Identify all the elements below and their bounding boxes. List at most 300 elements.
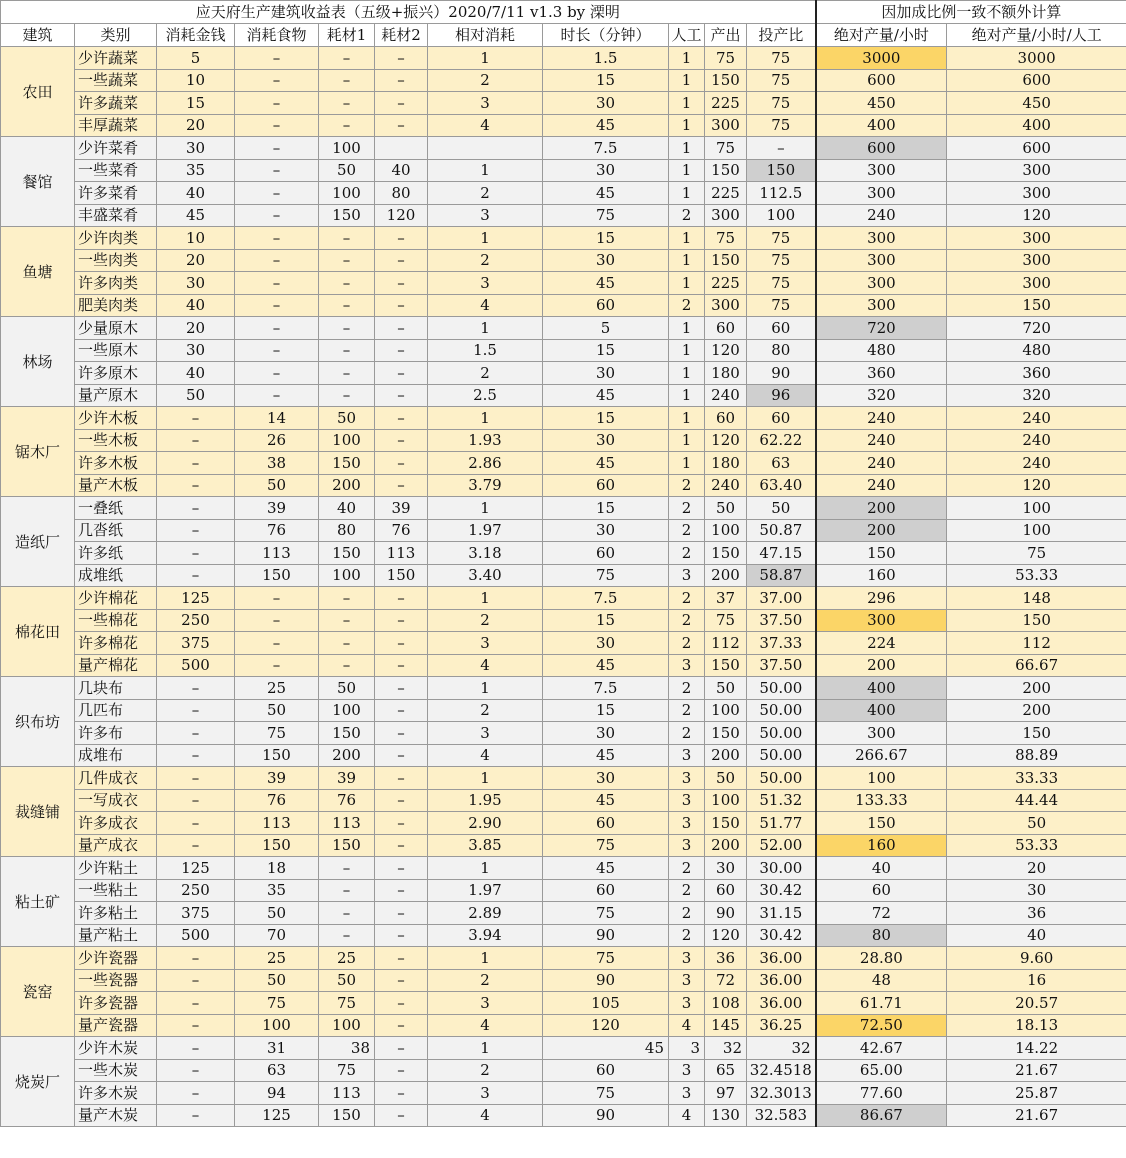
data-cell[interactable]: 75	[747, 47, 816, 70]
data-cell[interactable]: 3	[428, 92, 543, 115]
data-cell[interactable]: 148	[947, 587, 1126, 610]
category-cell[interactable]: 许多原木	[75, 362, 157, 385]
data-cell[interactable]: 150	[705, 159, 747, 182]
data-cell[interactable]: 4	[428, 1104, 543, 1127]
category-cell[interactable]: 一些木炭	[75, 1059, 157, 1082]
data-cell[interactable]: 108	[705, 992, 747, 1015]
data-cell[interactable]: 21.67	[947, 1104, 1126, 1127]
category-cell[interactable]: 许多木炭	[75, 1082, 157, 1105]
data-cell[interactable]: 3	[669, 812, 705, 835]
data-cell[interactable]: –	[319, 272, 375, 295]
data-cell[interactable]: 180	[705, 362, 747, 385]
data-cell[interactable]: 3	[428, 1082, 543, 1105]
data-cell[interactable]: 1	[669, 47, 705, 70]
data-cell[interactable]: 720	[947, 317, 1126, 340]
data-cell[interactable]: –	[157, 677, 235, 700]
data-cell[interactable]: 2	[428, 609, 543, 632]
data-cell[interactable]: 112	[705, 632, 747, 655]
data-cell[interactable]: 32.3013	[747, 1082, 816, 1105]
column-header[interactable]: 类别	[75, 24, 157, 47]
data-cell[interactable]: 2	[428, 249, 543, 272]
data-cell[interactable]: 80	[747, 339, 816, 362]
data-cell[interactable]: 30	[543, 249, 669, 272]
data-cell[interactable]: 75	[947, 542, 1126, 565]
data-cell[interactable]: 300	[947, 272, 1126, 295]
data-cell[interactable]: –	[235, 272, 319, 295]
data-cell[interactable]: 375	[157, 902, 235, 925]
data-cell[interactable]: 37	[705, 587, 747, 610]
category-cell[interactable]: 一些棉花	[75, 609, 157, 632]
data-cell[interactable]: 2	[669, 542, 705, 565]
data-cell[interactable]: 45	[543, 272, 669, 295]
data-cell[interactable]: 90	[543, 1104, 669, 1127]
data-cell[interactable]: 47.15	[747, 542, 816, 565]
building-name-cell[interactable]: 粘土矿	[1, 857, 75, 947]
data-cell[interactable]: 240	[947, 452, 1126, 475]
data-cell[interactable]: 1	[428, 227, 543, 250]
data-cell[interactable]: 300	[816, 249, 947, 272]
data-cell[interactable]: 150	[319, 542, 375, 565]
data-cell[interactable]: 113	[375, 542, 428, 565]
data-cell[interactable]: 300	[947, 249, 1126, 272]
data-cell[interactable]: 50	[705, 677, 747, 700]
data-cell[interactable]: 1	[428, 947, 543, 970]
data-cell[interactable]: –	[375, 654, 428, 677]
data-cell[interactable]: –	[375, 317, 428, 340]
data-cell[interactable]: 120	[705, 429, 747, 452]
data-cell[interactable]: 20	[157, 317, 235, 340]
data-cell[interactable]: 3	[669, 789, 705, 812]
category-cell[interactable]: 许多木板	[75, 452, 157, 475]
data-cell[interactable]: 150	[705, 249, 747, 272]
data-cell[interactable]: –	[319, 227, 375, 250]
data-cell[interactable]: 75	[543, 204, 669, 227]
data-cell[interactable]: 1	[669, 362, 705, 385]
data-cell[interactable]: –	[375, 294, 428, 317]
data-cell[interactable]: 76	[375, 519, 428, 542]
data-cell[interactable]: –	[157, 969, 235, 992]
data-cell[interactable]: –	[375, 272, 428, 295]
data-cell[interactable]: 66.67	[947, 654, 1126, 677]
data-cell[interactable]: –	[375, 114, 428, 137]
category-cell[interactable]: 许多粘土	[75, 902, 157, 925]
data-cell[interactable]: 200	[816, 519, 947, 542]
data-cell[interactable]: 112.5	[747, 182, 816, 205]
data-cell[interactable]: 300	[947, 159, 1126, 182]
data-cell[interactable]: 2	[669, 902, 705, 925]
data-cell[interactable]: 40	[157, 182, 235, 205]
data-cell[interactable]: 300	[816, 182, 947, 205]
data-cell[interactable]: 1	[428, 1037, 543, 1060]
data-cell[interactable]: 32.583	[747, 1104, 816, 1127]
data-cell[interactable]: 160	[816, 564, 947, 587]
data-cell[interactable]: 25.87	[947, 1082, 1126, 1105]
data-cell[interactable]: 50.87	[747, 519, 816, 542]
data-cell[interactable]: –	[319, 879, 375, 902]
data-cell[interactable]: 15	[543, 69, 669, 92]
data-cell[interactable]: 150	[816, 542, 947, 565]
data-cell[interactable]: 75	[747, 272, 816, 295]
data-cell[interactable]: –	[157, 1082, 235, 1105]
data-cell[interactable]: 2.89	[428, 902, 543, 925]
data-cell[interactable]: –	[157, 452, 235, 475]
sheet-title[interactable]: 应天府生产建筑收益表（五级+振兴）2020/7/11 v1.3 by 溧明	[1, 1, 816, 24]
data-cell[interactable]: 375	[157, 632, 235, 655]
data-cell[interactable]: 51.32	[747, 789, 816, 812]
building-name-cell[interactable]: 造纸厂	[1, 497, 75, 587]
data-cell[interactable]: 63	[747, 452, 816, 475]
data-cell[interactable]: –	[235, 249, 319, 272]
data-cell[interactable]: 37.50	[747, 654, 816, 677]
data-cell[interactable]: 44.44	[947, 789, 1126, 812]
data-cell[interactable]: 60	[543, 542, 669, 565]
data-cell[interactable]: –	[157, 834, 235, 857]
data-cell[interactable]: 36.25	[747, 1014, 816, 1037]
data-cell[interactable]: 1.97	[428, 519, 543, 542]
data-cell[interactable]: 32.4518	[747, 1059, 816, 1082]
data-cell[interactable]: 75	[747, 294, 816, 317]
category-cell[interactable]: 许多成衣	[75, 812, 157, 835]
data-cell[interactable]: 200	[947, 677, 1126, 700]
data-cell[interactable]: 76	[235, 789, 319, 812]
data-cell[interactable]: 75	[705, 47, 747, 70]
category-cell[interactable]: 一叠纸	[75, 497, 157, 520]
data-cell[interactable]: 58.87	[747, 564, 816, 587]
data-cell[interactable]: 36	[705, 947, 747, 970]
data-cell[interactable]: 1	[669, 227, 705, 250]
data-cell[interactable]: 150	[235, 834, 319, 857]
data-cell[interactable]: 225	[705, 272, 747, 295]
data-cell[interactable]: 240	[947, 429, 1126, 452]
data-cell[interactable]: 14.22	[947, 1037, 1126, 1060]
data-cell[interactable]: –	[375, 767, 428, 790]
building-name-cell[interactable]: 裁缝铺	[1, 767, 75, 857]
data-cell[interactable]: –	[235, 114, 319, 137]
data-cell[interactable]: 200	[319, 474, 375, 497]
data-cell[interactable]: 150	[235, 564, 319, 587]
data-cell[interactable]: 30	[543, 519, 669, 542]
data-cell[interactable]: 31.15	[747, 902, 816, 925]
data-cell[interactable]: –	[375, 1037, 428, 1060]
data-cell[interactable]: –	[375, 632, 428, 655]
data-cell[interactable]: 50	[235, 902, 319, 925]
data-cell[interactable]: 30.42	[747, 879, 816, 902]
data-cell[interactable]: 35	[235, 879, 319, 902]
data-cell[interactable]: 80	[319, 519, 375, 542]
data-cell[interactable]: –	[157, 1014, 235, 1037]
data-cell[interactable]: –	[319, 362, 375, 385]
data-cell[interactable]: 4	[669, 1104, 705, 1127]
data-cell[interactable]: 500	[157, 654, 235, 677]
data-cell[interactable]: 3	[428, 632, 543, 655]
data-cell[interactable]: –	[375, 969, 428, 992]
data-cell[interactable]: 30	[543, 92, 669, 115]
data-cell[interactable]: 120	[705, 339, 747, 362]
data-cell[interactable]: 90	[747, 362, 816, 385]
data-cell[interactable]: 39	[235, 767, 319, 790]
data-cell[interactable]: 40	[816, 857, 947, 880]
building-name-cell[interactable]: 农田	[1, 47, 75, 137]
data-cell[interactable]: –	[319, 47, 375, 70]
data-cell[interactable]: –	[375, 1082, 428, 1105]
data-cell[interactable]: 3.40	[428, 564, 543, 587]
data-cell[interactable]: 120	[375, 204, 428, 227]
data-cell[interactable]: –	[319, 587, 375, 610]
category-cell[interactable]: 几件成衣	[75, 767, 157, 790]
data-cell[interactable]: –	[375, 407, 428, 430]
category-cell[interactable]: 几匹布	[75, 699, 157, 722]
data-cell[interactable]: –	[375, 69, 428, 92]
data-cell[interactable]: 100	[747, 204, 816, 227]
data-cell[interactable]: 4	[428, 114, 543, 137]
data-cell[interactable]: 40	[157, 294, 235, 317]
data-cell[interactable]: 360	[947, 362, 1126, 385]
category-cell[interactable]: 量产瓷器	[75, 1014, 157, 1037]
data-cell[interactable]: 31	[235, 1037, 319, 1060]
data-cell[interactable]: –	[157, 474, 235, 497]
data-cell[interactable]: 100	[319, 182, 375, 205]
data-cell[interactable]: 100	[319, 429, 375, 452]
column-header[interactable]: 消耗食物	[235, 24, 319, 47]
data-cell[interactable]: 7.5	[543, 587, 669, 610]
data-cell[interactable]: 2	[669, 294, 705, 317]
data-cell[interactable]: –	[375, 1104, 428, 1127]
data-cell[interactable]: 2	[669, 632, 705, 655]
data-cell[interactable]: –	[235, 362, 319, 385]
data-cell[interactable]: 3000	[947, 47, 1126, 70]
column-header[interactable]: 耗材2	[375, 24, 428, 47]
building-name-cell[interactable]: 织布坊	[1, 677, 75, 767]
data-cell[interactable]: 72	[816, 902, 947, 925]
data-cell[interactable]: –	[375, 92, 428, 115]
data-cell[interactable]: 40	[157, 362, 235, 385]
data-cell[interactable]: 400	[816, 677, 947, 700]
data-cell[interactable]: –	[319, 654, 375, 677]
data-cell[interactable]: 30	[543, 362, 669, 385]
data-cell[interactable]: –	[235, 204, 319, 227]
data-cell[interactable]: 37.50	[747, 609, 816, 632]
data-cell[interactable]: 100	[319, 699, 375, 722]
data-cell[interactable]: 60	[543, 879, 669, 902]
category-cell[interactable]: 一些瓷器	[75, 969, 157, 992]
data-cell[interactable]: –	[319, 69, 375, 92]
data-cell[interactable]: 320	[816, 384, 947, 407]
data-cell[interactable]: 30	[157, 137, 235, 160]
data-cell[interactable]: 1	[669, 69, 705, 92]
data-cell[interactable]: –	[235, 384, 319, 407]
data-cell[interactable]: 10	[157, 69, 235, 92]
data-cell[interactable]: 35	[157, 159, 235, 182]
data-cell[interactable]: 53.33	[947, 564, 1126, 587]
data-cell[interactable]: 9.60	[947, 947, 1126, 970]
data-cell[interactable]: 2	[428, 699, 543, 722]
category-cell[interactable]: 丰厚蔬菜	[75, 114, 157, 137]
data-cell[interactable]: 45	[543, 384, 669, 407]
data-cell[interactable]: 1	[669, 452, 705, 475]
category-cell[interactable]: 量产粘土	[75, 924, 157, 947]
category-cell[interactable]: 少许棉花	[75, 587, 157, 610]
data-cell[interactable]: –	[157, 789, 235, 812]
category-cell[interactable]: 一写成衣	[75, 789, 157, 812]
data-cell[interactable]: 150	[747, 159, 816, 182]
data-cell[interactable]: 3	[669, 992, 705, 1015]
data-cell[interactable]: –	[375, 857, 428, 880]
data-cell[interactable]: 100	[947, 497, 1126, 520]
data-cell[interactable]: 50	[235, 474, 319, 497]
data-cell[interactable]: –	[235, 182, 319, 205]
data-cell[interactable]: 160	[816, 834, 947, 857]
data-cell[interactable]: 1	[428, 767, 543, 790]
data-cell[interactable]: –	[157, 407, 235, 430]
data-cell[interactable]: 75	[543, 834, 669, 857]
data-cell[interactable]: –	[319, 92, 375, 115]
data-cell[interactable]: 200	[705, 564, 747, 587]
data-cell[interactable]: 50	[705, 767, 747, 790]
data-cell[interactable]: 1.97	[428, 879, 543, 902]
data-cell[interactable]: 21.67	[947, 1059, 1126, 1082]
data-cell[interactable]: –	[157, 767, 235, 790]
data-cell[interactable]: 38	[319, 1037, 375, 1060]
data-cell[interactable]: –	[375, 992, 428, 1015]
data-cell[interactable]: 42.67	[816, 1037, 947, 1060]
data-cell[interactable]: 113	[319, 1082, 375, 1105]
data-cell[interactable]: 36	[947, 902, 1126, 925]
category-cell[interactable]: 成堆纸	[75, 564, 157, 587]
data-cell[interactable]: 3	[669, 947, 705, 970]
data-cell[interactable]: 18	[235, 857, 319, 880]
data-cell[interactable]: 4	[669, 1014, 705, 1037]
data-cell[interactable]: 75	[235, 722, 319, 745]
data-cell[interactable]: 3	[669, 654, 705, 677]
data-cell[interactable]: 2	[669, 879, 705, 902]
data-cell[interactable]: 60	[705, 407, 747, 430]
data-cell[interactable]: 2	[428, 362, 543, 385]
data-cell[interactable]: 3	[669, 969, 705, 992]
category-cell[interactable]: 量产成衣	[75, 834, 157, 857]
data-cell[interactable]: 300	[816, 609, 947, 632]
data-cell[interactable]: –	[235, 339, 319, 362]
data-cell[interactable]: 30	[705, 857, 747, 880]
data-cell[interactable]: 45	[543, 114, 669, 137]
data-cell[interactable]: 4	[428, 654, 543, 677]
data-cell[interactable]: 113	[235, 812, 319, 835]
data-cell[interactable]: 7.5	[543, 137, 669, 160]
data-cell[interactable]: 150	[319, 1104, 375, 1127]
data-cell[interactable]: 3.79	[428, 474, 543, 497]
data-cell[interactable]: 50	[235, 969, 319, 992]
data-cell[interactable]: 3.94	[428, 924, 543, 947]
data-cell[interactable]: 3	[669, 1082, 705, 1105]
category-cell[interactable]: 量产原木	[75, 384, 157, 407]
data-cell[interactable]: 4	[428, 744, 543, 767]
data-cell[interactable]: 113	[319, 812, 375, 835]
data-cell[interactable]: 1	[669, 272, 705, 295]
data-cell[interactable]: 150	[705, 722, 747, 745]
data-cell[interactable]: 120	[543, 1014, 669, 1037]
data-cell[interactable]: 75	[747, 114, 816, 137]
data-cell[interactable]: 500	[157, 924, 235, 947]
data-cell[interactable]: 600	[816, 137, 947, 160]
data-cell[interactable]: –	[375, 474, 428, 497]
data-cell[interactable]: 60	[543, 474, 669, 497]
data-cell[interactable]: 150	[375, 564, 428, 587]
category-cell[interactable]: 少许肉类	[75, 227, 157, 250]
data-cell[interactable]: 30	[543, 767, 669, 790]
data-cell[interactable]: 150	[319, 452, 375, 475]
data-cell[interactable]: 1	[428, 47, 543, 70]
data-cell[interactable]: 2	[669, 677, 705, 700]
data-cell[interactable]: 50	[319, 407, 375, 430]
data-cell[interactable]: 53.33	[947, 834, 1126, 857]
data-cell[interactable]: 100	[816, 767, 947, 790]
data-cell[interactable]: 600	[816, 69, 947, 92]
building-name-cell[interactable]: 烧炭厂	[1, 1037, 75, 1127]
data-cell[interactable]: 30.42	[747, 924, 816, 947]
data-cell[interactable]: 100	[705, 519, 747, 542]
data-cell[interactable]: 30	[157, 339, 235, 362]
data-cell[interactable]: –	[157, 812, 235, 835]
data-cell[interactable]: 75	[747, 92, 816, 115]
data-cell[interactable]: 25	[319, 947, 375, 970]
data-cell[interactable]: 240	[705, 474, 747, 497]
data-cell[interactable]: 40	[947, 924, 1126, 947]
data-cell[interactable]: 75	[543, 902, 669, 925]
data-cell[interactable]: 1	[428, 857, 543, 880]
data-cell[interactable]: 60	[747, 407, 816, 430]
data-cell[interactable]: –	[157, 1104, 235, 1127]
data-cell[interactable]: 2	[669, 857, 705, 880]
data-cell[interactable]: –	[235, 227, 319, 250]
data-cell[interactable]: 50	[319, 677, 375, 700]
data-cell[interactable]: 30.00	[747, 857, 816, 880]
data-cell[interactable]: 32	[705, 1037, 747, 1060]
data-cell[interactable]: –	[319, 857, 375, 880]
data-cell[interactable]: 63	[235, 1059, 319, 1082]
data-cell[interactable]: 20	[157, 249, 235, 272]
data-cell[interactable]: 300	[816, 272, 947, 295]
data-cell[interactable]: –	[375, 362, 428, 385]
data-cell[interactable]: 240	[816, 452, 947, 475]
data-cell[interactable]: –	[375, 677, 428, 700]
data-cell[interactable]: 65.00	[816, 1059, 947, 1082]
data-cell[interactable]: 70	[235, 924, 319, 947]
data-cell[interactable]: 145	[705, 1014, 747, 1037]
data-cell[interactable]: –	[319, 924, 375, 947]
data-cell[interactable]: –	[375, 744, 428, 767]
data-cell[interactable]: –	[235, 159, 319, 182]
data-cell[interactable]: 240	[816, 474, 947, 497]
data-cell[interactable]: 15	[543, 339, 669, 362]
data-cell[interactable]: 250	[157, 879, 235, 902]
data-cell[interactable]: 50.00	[747, 677, 816, 700]
data-cell[interactable]: 2.5	[428, 384, 543, 407]
data-cell[interactable]: 75	[747, 249, 816, 272]
data-cell[interactable]: 72	[705, 969, 747, 992]
data-cell[interactable]: 30	[543, 159, 669, 182]
data-cell[interactable]: –	[375, 1059, 428, 1082]
data-cell[interactable]: 76	[319, 789, 375, 812]
building-name-cell[interactable]: 林场	[1, 317, 75, 407]
category-cell[interactable]: 一些蔬菜	[75, 69, 157, 92]
data-cell[interactable]: 120	[947, 204, 1126, 227]
data-cell[interactable]: –	[157, 722, 235, 745]
data-cell[interactable]: 15	[157, 92, 235, 115]
data-cell[interactable]: 60	[816, 879, 947, 902]
category-cell[interactable]: 肥美肉类	[75, 294, 157, 317]
data-cell[interactable]: 36.00	[747, 992, 816, 1015]
data-cell[interactable]: 150	[947, 609, 1126, 632]
data-cell[interactable]: 72.50	[816, 1014, 947, 1037]
